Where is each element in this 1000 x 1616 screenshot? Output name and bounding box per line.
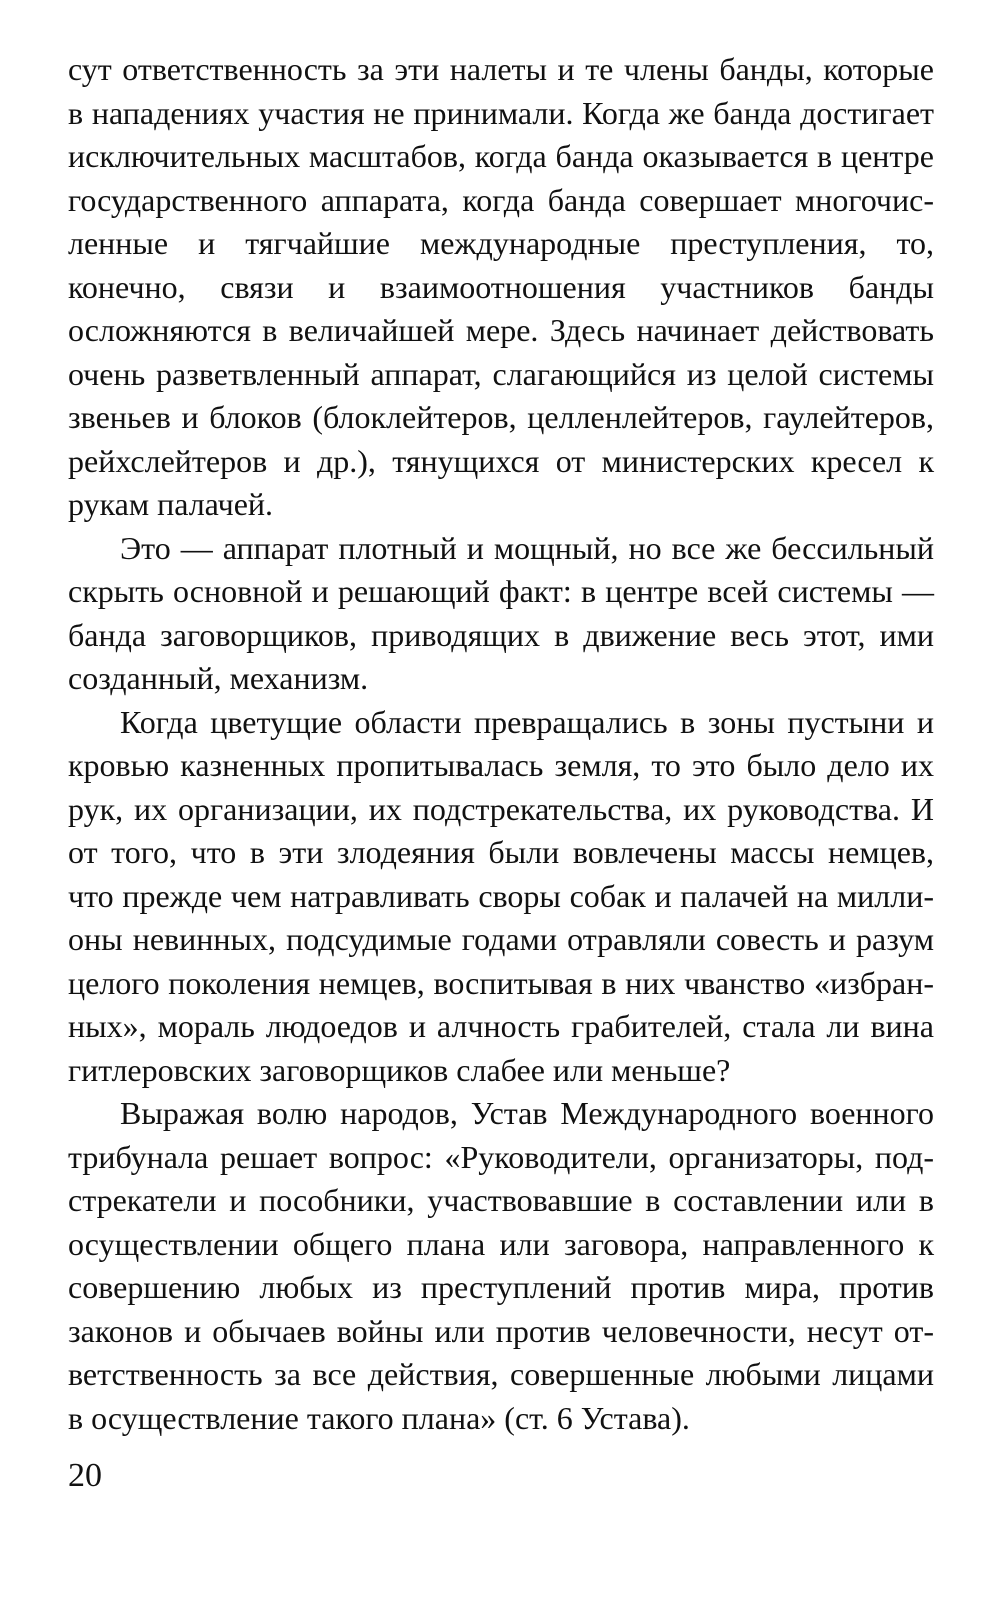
paragraph-2: Это — аппарат плотный и мощный, но все же бессильный скрыть основной и решающий факт: в центре всей системы — банда заговорщиков, приводящих в движение весь этот, ими созданный, механизм. — [68, 529, 934, 696]
paragraph-3: Когда цветущие области превращались в зоны пустыни и кровью казненных пропитывалась земля, то это было дело их рук, их организации, их подстрекательства, их руководства. И от того, что в эти злодеяния были вовлечены массы немцев, что прежде чем натравливать своры собак и палачей на миллионы невинных, подсудимые годами отравляли совесть и разум целого поколения немцев, воспитывая в них чванство «избранных», мораль людоедов и алчность грабителей, стала ли вина гитлеровских заговорщиков слабее или меньше? — [68, 703, 934, 1088]
paragraph-4: Выражая волю народов, Устав Международного военного трибунала решает вопрос: «Руководители, организаторы, подстрекатели и пособники, участвовавшие в составлении или в осуществлении общего плана или заговора, направленного к совершению любых из преступлений против мира, против законов и обычаев войны или против человечности, несут ответственность за все действия, совершенные любыми лицами в осуществление такого плана» (ст. 6 Устава). — [68, 1095, 934, 1436]
page-number: 20 — [68, 1457, 102, 1494]
page-body — [68, 48, 934, 1440]
paragraph-1: сут ответственность за эти налеты и те члены банды, которые в нападениях участия не принимали. Когда же банда достигает исключительных масштабов, когда банда оказывается в центре государственного аппарата, когда банда совершает многочисленные и тягчайшие международные преступления, то, конечно, связи и взаимоотношения участников банды осложняются в величайшей мере. Здесь начинает действовать очень разветвленный аппарат, слагающийся из целой системы звеньев и блоков (блоклейтеров, целленлейтеров, гаулейтеров, рейхслейтеров и др.), тянущихся от министерских кресел к рукам палачей. — [68, 51, 934, 522]
